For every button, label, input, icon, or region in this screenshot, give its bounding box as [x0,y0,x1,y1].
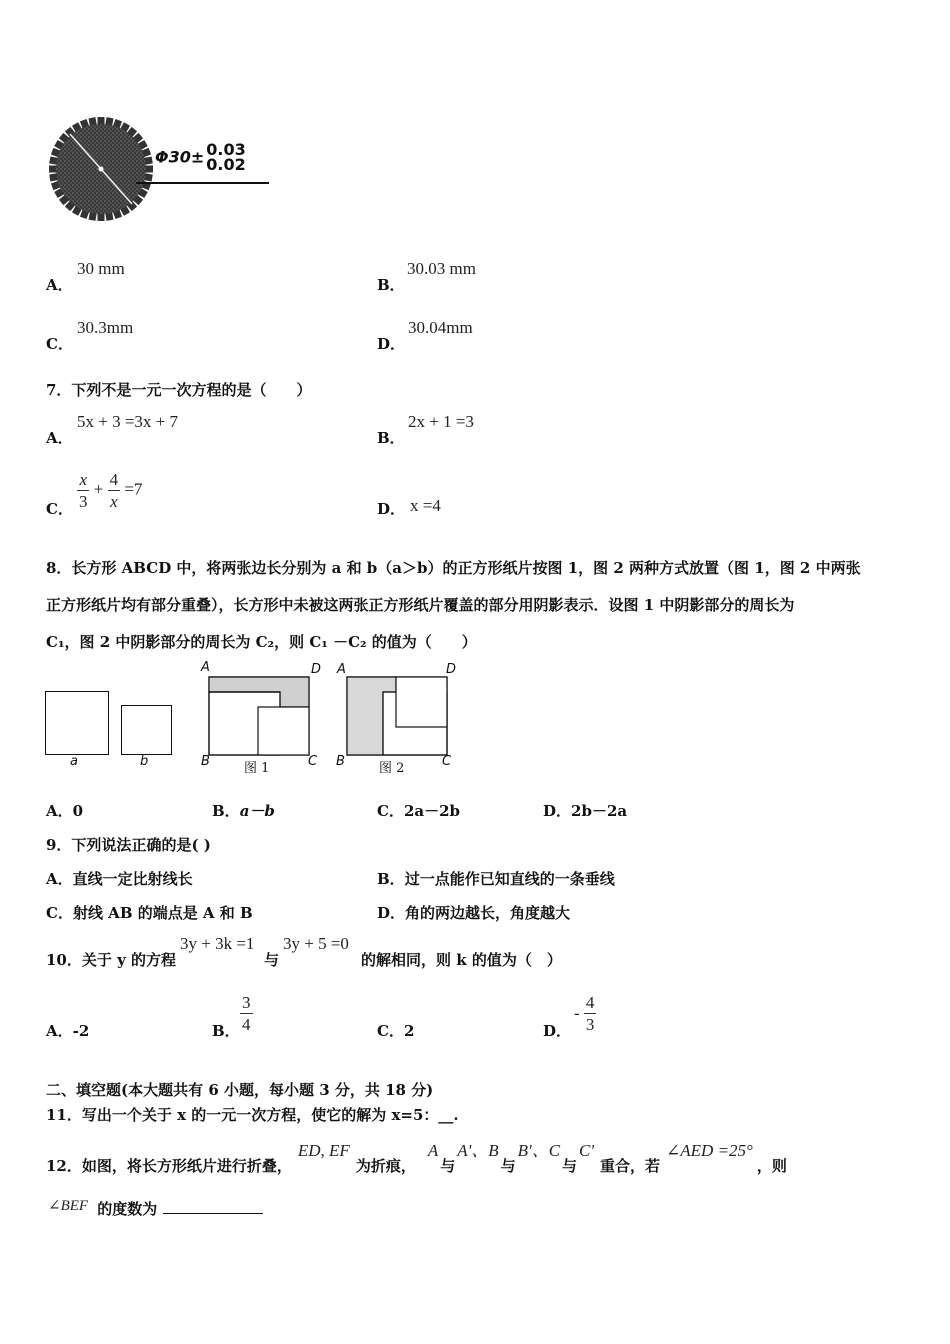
q10-with: 与 [264,951,280,969]
q6-option-b-text: 30.03 mm [407,259,476,278]
q6-option-b-letter: B． [377,276,405,294]
q7-option-d-letter: D． [377,500,406,518]
q11-text: 11．写出一个关于 x 的一元一次方程，使它的解为 x=5：__. [46,1106,459,1124]
square-b [121,705,172,755]
q7-option-b-letter: B． [377,429,405,447]
q8-stem-line1: 8．长方形 ABCD 中，将两张边长分别为 a 和 b（a＞b）的正方形纸片按图 1，图 2 两种方式放置（图 1，图 2 中两张 [46,559,861,577]
q8-option-a: A．0 [46,802,84,820]
q10-option-b-letter: B． [212,1022,240,1040]
q9-option-a: A．直线一定比射线长 [46,870,193,888]
q6-option-a-letter: A． [46,276,73,294]
fig1-label-c: C [308,754,318,769]
q6-option-a-text: 30 mm [77,259,125,278]
q9-stem: 9．下列说法正确的是( ) [46,836,211,854]
fig1-label-d: D [311,662,322,677]
fig1-caption: 图 1 [244,761,270,776]
fig2-label-b: B [336,754,345,769]
label-b: b [140,754,149,769]
q7-option-c-letter: C． [46,500,73,518]
q6-option-d-letter: D． [377,335,406,353]
fig2-label-c: C [442,754,452,769]
q8-option-d: D．2b－2a [543,802,628,820]
q8-stem-line2: 正方形纸片均有部分重叠），长方形中未被这两张正方形纸片覆盖的部分用阴影表示．设图 1 中阴影部分的周长为 [46,596,795,614]
label-a: a [70,754,78,769]
q9-option-b: B．过一点能作已知直线的一条垂线 [377,870,615,888]
q6-option-c-letter: C． [46,335,73,353]
q7-option-d-text: x =4 [410,496,441,515]
gear-tolerance-label: Φ30± 0.03 0.02 [155,140,246,174]
q8-stem-line3: C₁，图 2 中阴影部分的周长为 C₂，则 C₁ －C₂ 的值为（ ） [46,633,477,651]
q7-option-b-text: 2x + 1 =3 [408,412,474,431]
q10-option-d-letter: D． [543,1022,572,1040]
q10-option-c: C．2 [377,1022,415,1040]
section-2-heading: 二、填空题(本大题共有 6 小题，每小题 3 分，共 18 分) [46,1081,434,1099]
q7-option-a-text: 5x + 3 =3x + 7 [77,412,179,431]
q9-option-d: D．角的两边越长，角度越大 [377,904,571,922]
q12-answer-blank[interactable] [163,1199,263,1214]
figure-1 [200,670,320,765]
q10-stem-a: 10．关于 y 的方程 [46,951,177,969]
fig1-label-b: B [201,754,210,769]
figure-2 [338,670,458,765]
fig2-label-a: A [337,662,346,677]
q7-stem: 7．下列不是一元一次方程的是（ ） [46,381,312,399]
q12-line1: 12．如图，将长方形纸片进行折叠，ED, EF为折痕，A与A'、B与B'、C与C'重合，若∠AED =25°，则 [46,1141,787,1175]
q7-option-c-expr: $\frac{x}{3}$ + $\frac{4}{x}$ =7 [79,470,143,511]
q10-eq1: 3y + 3k =1 [180,934,255,953]
q9-option-c: C．射线 AB 的端点是 A 和 B [46,904,253,922]
square-a [45,691,109,755]
q10-option-a: A．-2 [46,1022,90,1040]
q6-option-c-text: 30.3mm [77,318,134,337]
q7-option-a-letter: A． [46,429,73,447]
q12-line2: ∠BEF 的度数为 [48,1198,263,1219]
fig1-label-a: A [201,660,210,675]
q6-option-d-text: 30.04mm [408,318,473,337]
q10-eq2: 3y + 5 =0 [283,934,349,953]
q8-option-b: B．a－b [212,802,275,820]
q10-stem-b: 的解相同，则 k 的值为（ ） [361,951,562,969]
fig2-caption: 图 2 [379,761,405,776]
q8-option-c: C．2a－2b [377,802,461,820]
q10-option-d-expr: - $\frac{4}{3}$ [574,993,595,1034]
q10-option-b-frac: $\frac{3}{4}$ [242,993,251,1034]
fig2-label-d: D [446,662,457,677]
